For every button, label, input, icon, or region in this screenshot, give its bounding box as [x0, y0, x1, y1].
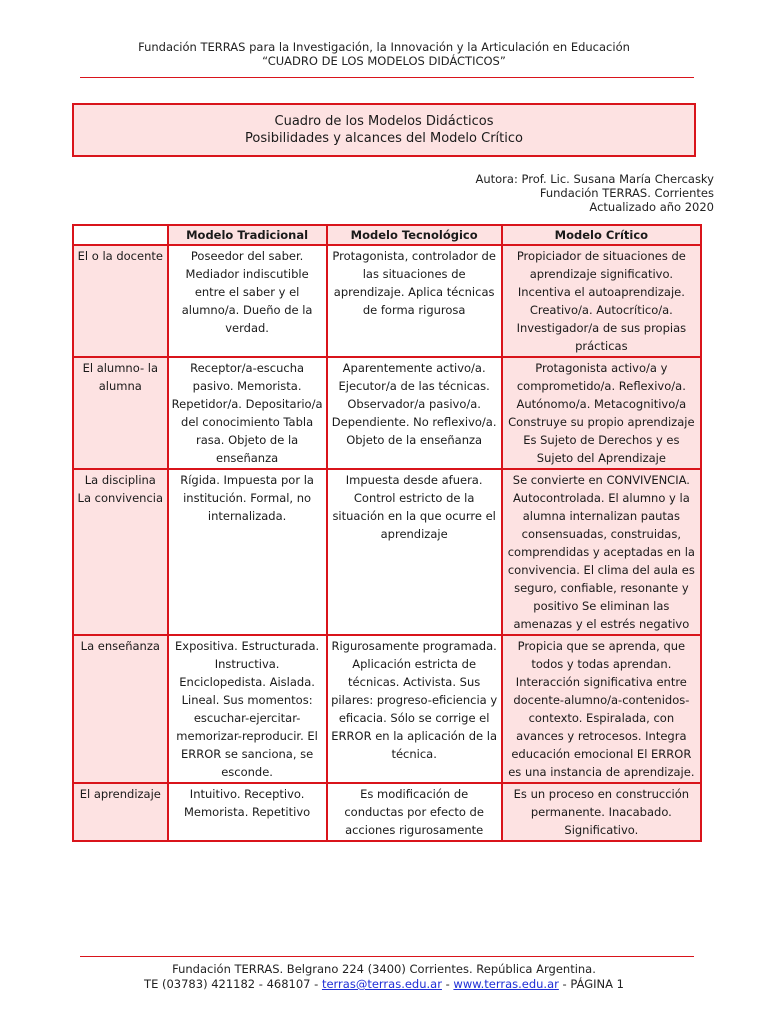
- row-label: El aprendizaje: [73, 783, 168, 841]
- footer-separator: -: [445, 977, 450, 991]
- cell-tradicional: Rígida. Impuesta por la institución. Formal, no internalizada.: [168, 469, 327, 635]
- table-row: [73, 357, 701, 469]
- cell-tecnologico: Aparentemente activo/a. Ejecutor/a de las técnicas. Observador/a pasivo/a. Dependiente. No reflexivo/a. Objeto de la enseñanza: [327, 357, 502, 469]
- footer-address: Fundación TERRAS. Belgrano 224 (3400) Corrientes. República Argentina.: [172, 962, 596, 976]
- title-main: Cuadro de los Modelos Didácticos: [274, 114, 494, 129]
- header-tradicional: Modelo Tradicional: [168, 225, 327, 245]
- row-label: El alumno- la alumna: [73, 357, 168, 469]
- table-row: [73, 783, 701, 841]
- header-doc-title: “CUADRO DE LOS MODELOS DIDÁCTICOS”: [262, 54, 506, 68]
- footer-divider: [80, 956, 694, 957]
- document-footer: [0, 962, 768, 992]
- cell-critico: Propicia que se aprenda, que todos y todas aprendan. Interacción significativa entre docente-alumno/a-contenidos-contexto. Espiralada, con avances y retrocesos. Integra educación emocional El ERROR es una instancia de aprendizaje.: [502, 635, 701, 783]
- cell-tecnologico: Rigurosamente programada. Aplicación estricta de técnicas. Activista. Sus pilares: progreso-eficiencia y eficacia. Sólo se corrige el ERROR en la aplicación de la técnica.: [327, 635, 502, 783]
- cell-critico: Es un proceso en construcción permanente. Inacabado. Significativo.: [502, 783, 701, 841]
- cell-critico: Propiciador de situaciones de aprendizaje significativo. Incentiva el autoaprendizaje. Creativo/a. Autocrítico/a. Investigador/a de sus propias prácticas: [502, 245, 701, 357]
- header-divider: [80, 77, 694, 78]
- title-subtitle: Posibilidades y alcances del Modelo Crítico: [245, 131, 523, 146]
- cell-tecnologico: Protagonista, controlador de las situaciones de aprendizaje. Aplica técnicas de forma rigurosa: [327, 245, 502, 357]
- cell-tradicional: Intuitivo. Receptivo. Memorista. Repetitivo: [168, 783, 327, 841]
- table-row: [73, 245, 701, 357]
- header-critico: Modelo Crítico: [502, 225, 701, 245]
- document-header: [0, 40, 768, 68]
- author-org: Fundación TERRAS. Corrientes: [539, 186, 714, 200]
- title-box: [72, 103, 696, 157]
- table-corner-cell: [73, 225, 168, 245]
- table-row: [73, 469, 701, 635]
- cell-tecnologico: Impuesta desde afuera. Control estricto de la situación en la que ocurre el aprendizaje: [327, 469, 502, 635]
- header-org-line: Fundación TERRAS para la Investigación, la Innovación y la Articulación en Educación: [138, 40, 630, 54]
- table-header-row: [73, 225, 701, 245]
- cell-tradicional: Receptor/a-escucha pasivo. Memorista. Repetidor/a. Depositario/a del conocimiento Tabla rasa. Objeto de la enseñanza: [168, 357, 327, 469]
- row-label: La disciplina La convivencia: [73, 469, 168, 635]
- header-tecnologico: Modelo Tecnológico: [327, 225, 502, 245]
- cell-tradicional: Expositiva. Estructurada. Instructiva. Enciclopedista. Aislada. Lineal. Sus momentos: escuchar-ejercitar-memorizar-reproducir. El ERROR se sanciona, se esconde.: [168, 635, 327, 783]
- footer-phone: TE (03783) 421182 - 468107 -: [144, 977, 319, 991]
- footer-page-number: - PÁGINA 1: [562, 977, 624, 991]
- cell-critico: Protagonista activo/a y comprometido/a. Reflexivo/a. Autónomo/a. Metacognitivo/a Construye su propio aprendizaje Es Sujeto de Derechos y es Sujeto del Aprendizaje: [502, 357, 701, 469]
- author-name: Autora: Prof. Lic. Susana María Chercasky: [475, 172, 714, 186]
- footer-email-link[interactable]: terras@terras.edu.ar: [321, 977, 442, 991]
- models-table: [72, 224, 702, 842]
- row-label: La enseñanza: [73, 635, 168, 783]
- cell-tecnologico: Es modificación de conductas por efecto de acciones rigurosamente: [327, 783, 502, 841]
- cell-tradicional: Poseedor del saber. Mediador indiscutible entre el saber y el alumno/a. Dueño de la verdad.: [168, 245, 327, 357]
- table-row: [73, 635, 701, 783]
- author-block: [475, 172, 714, 214]
- footer-contact: [0, 977, 768, 992]
- author-updated: Actualizado año 2020: [589, 200, 714, 214]
- row-label: El o la docente: [73, 245, 168, 357]
- footer-web-link[interactable]: www.terras.edu.ar: [453, 977, 559, 991]
- cell-critico: Se convierte en CONVIVENCIA. Autocontrolada. El alumno y la alumna internalizan pautas consensuadas, construidas, comprendidas y aceptadas en la convivencia. El clima del aula es seguro, confiable, resonante y positivo Se eliminan las amenazas y el estrés negativo: [502, 469, 701, 635]
